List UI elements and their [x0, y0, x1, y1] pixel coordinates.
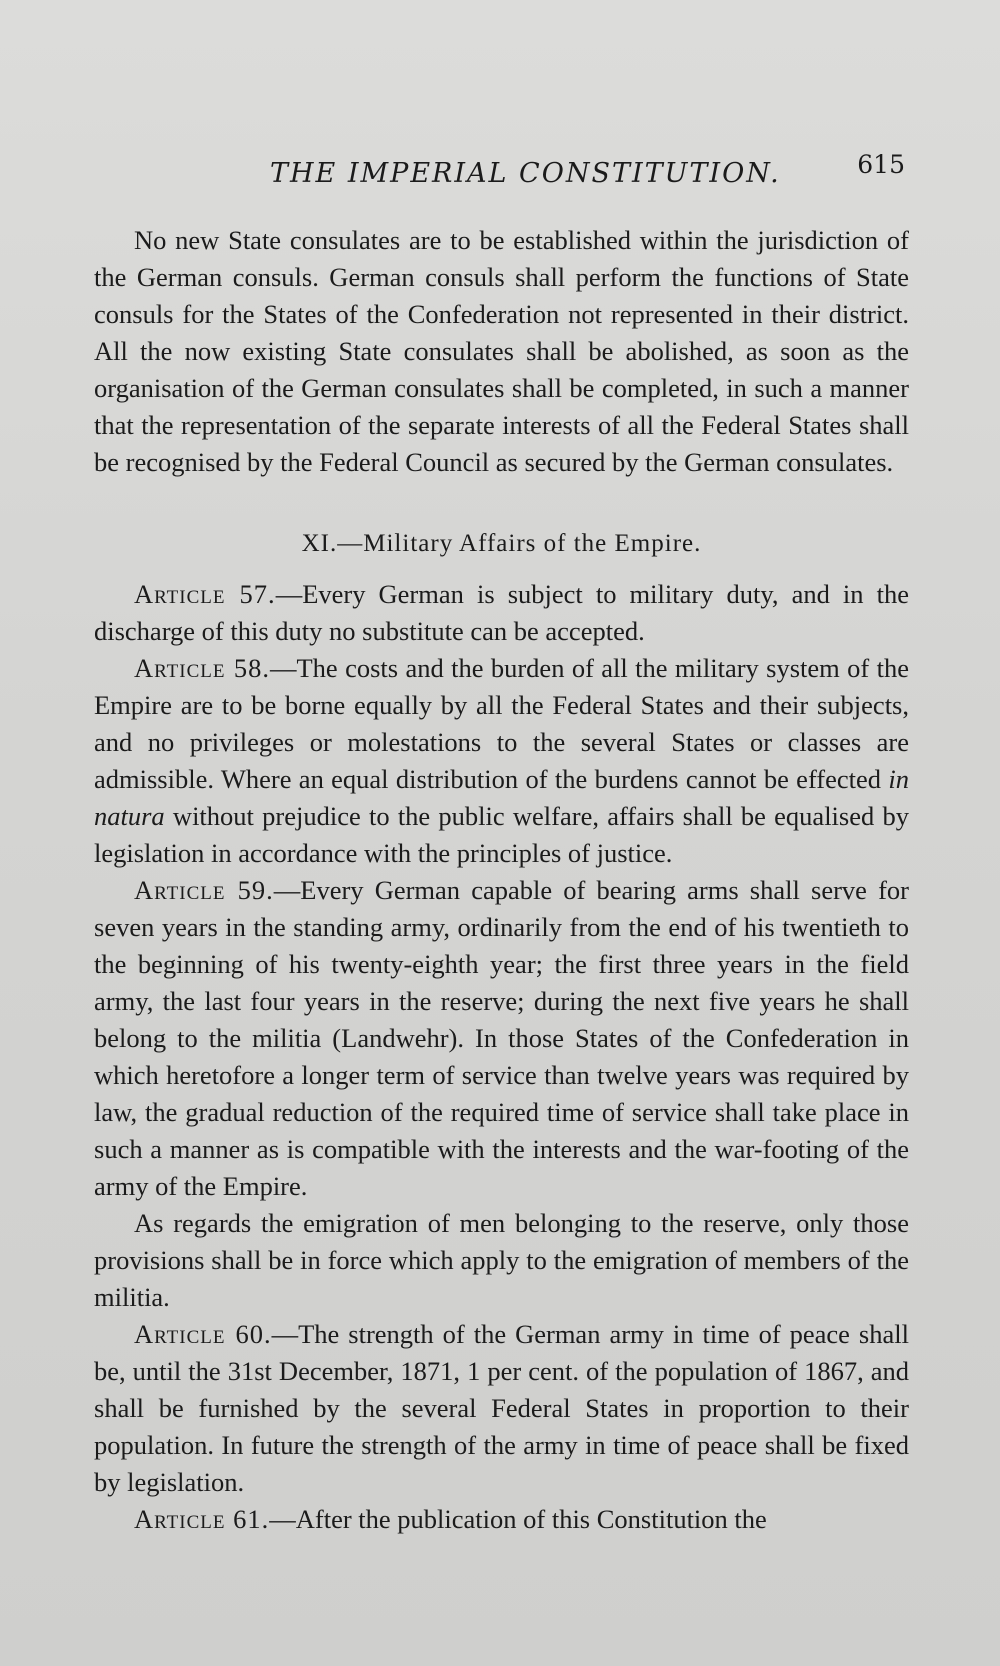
article-61	[94, 1501, 909, 1538]
article-58-italic-term: in natura	[94, 764, 909, 831]
emigration-paragraph: As regards the emigration of men belonging to the reserve, only those provisions shall be in force which apply to the emigration of members of the militia.	[94, 1208, 909, 1312]
article-60-label: Article 60.	[134, 1319, 272, 1349]
article-58-text-end: without prejudice to the public welfare, affairs shall be equalised by legislation in accordance with the principles of justice.	[94, 801, 909, 868]
article-58-text: —The costs and the burden of all the military system of the Empire are to be borne equally by all the Federal States and their subjects, and no privileges or molestations to the several States or classes are admissible. Where an equal distribution of the burdens cannot be effected	[94, 653, 909, 794]
running-title: THE IMPERIAL CONSTITUTION.	[270, 158, 781, 189]
article-61-label: Article 61.	[134, 1504, 270, 1534]
article-59-text: —Every German capable of bearing arms shall serve for seven years in the standing army, ordinarily from the end of his twentieth to the beginning of his twenty-eighth year; the first three years in the field army, the last four years in the reserve; during the next five years he shall belong to the militia (Landwehr). In those States of the Confederation in which heretofore a longer term of service than twelve years was required by law, the gradual reduction of the required time of service shall take place in such a manner as is compatible with the interests and the war-footing of the army of the Empire.	[94, 875, 909, 1201]
section-heading: XI.—Military Affairs of the Empire.	[301, 530, 702, 557]
article-58-label: Article 58.	[134, 653, 270, 683]
running-head	[80, 150, 920, 190]
body-text	[94, 222, 909, 1538]
article-59-label: Article 59.	[134, 875, 274, 905]
article-58	[94, 650, 909, 872]
page-number: 615	[857, 150, 905, 179]
article-60-text: —The strength of the German army in time of peace shall be, until the 31st December, 1871, 1 per cent. of the population of 1867, and shall be furnished by the several Federal States in proportion to their population. In future the strength of the army in time of peace shall be fixed by legislation.	[94, 1319, 909, 1497]
article-60	[94, 1316, 909, 1501]
consulates-paragraph: No new State consulates are to be established within the jurisdiction of the German consuls. German consuls shall perform the functions of State consuls for the States of the Confederation not represented in their district. All the now existing State consulates shall be abolished, as soon as the organisation of the German consulates shall be completed, in such a manner that the representation of the separate interests of all the Federal States shall be recognised by the Federal Council as secured by the German consulates.	[94, 225, 909, 477]
article-57	[94, 576, 909, 650]
article-61-text: —After the publication of this Constitution the	[269, 1504, 767, 1534]
article-57-text: —Every German is subject to military duty, and in the discharge of this duty no substitute can be accepted.	[94, 579, 909, 646]
article-59	[94, 872, 909, 1205]
article-57-label: Article 57.	[134, 579, 276, 609]
